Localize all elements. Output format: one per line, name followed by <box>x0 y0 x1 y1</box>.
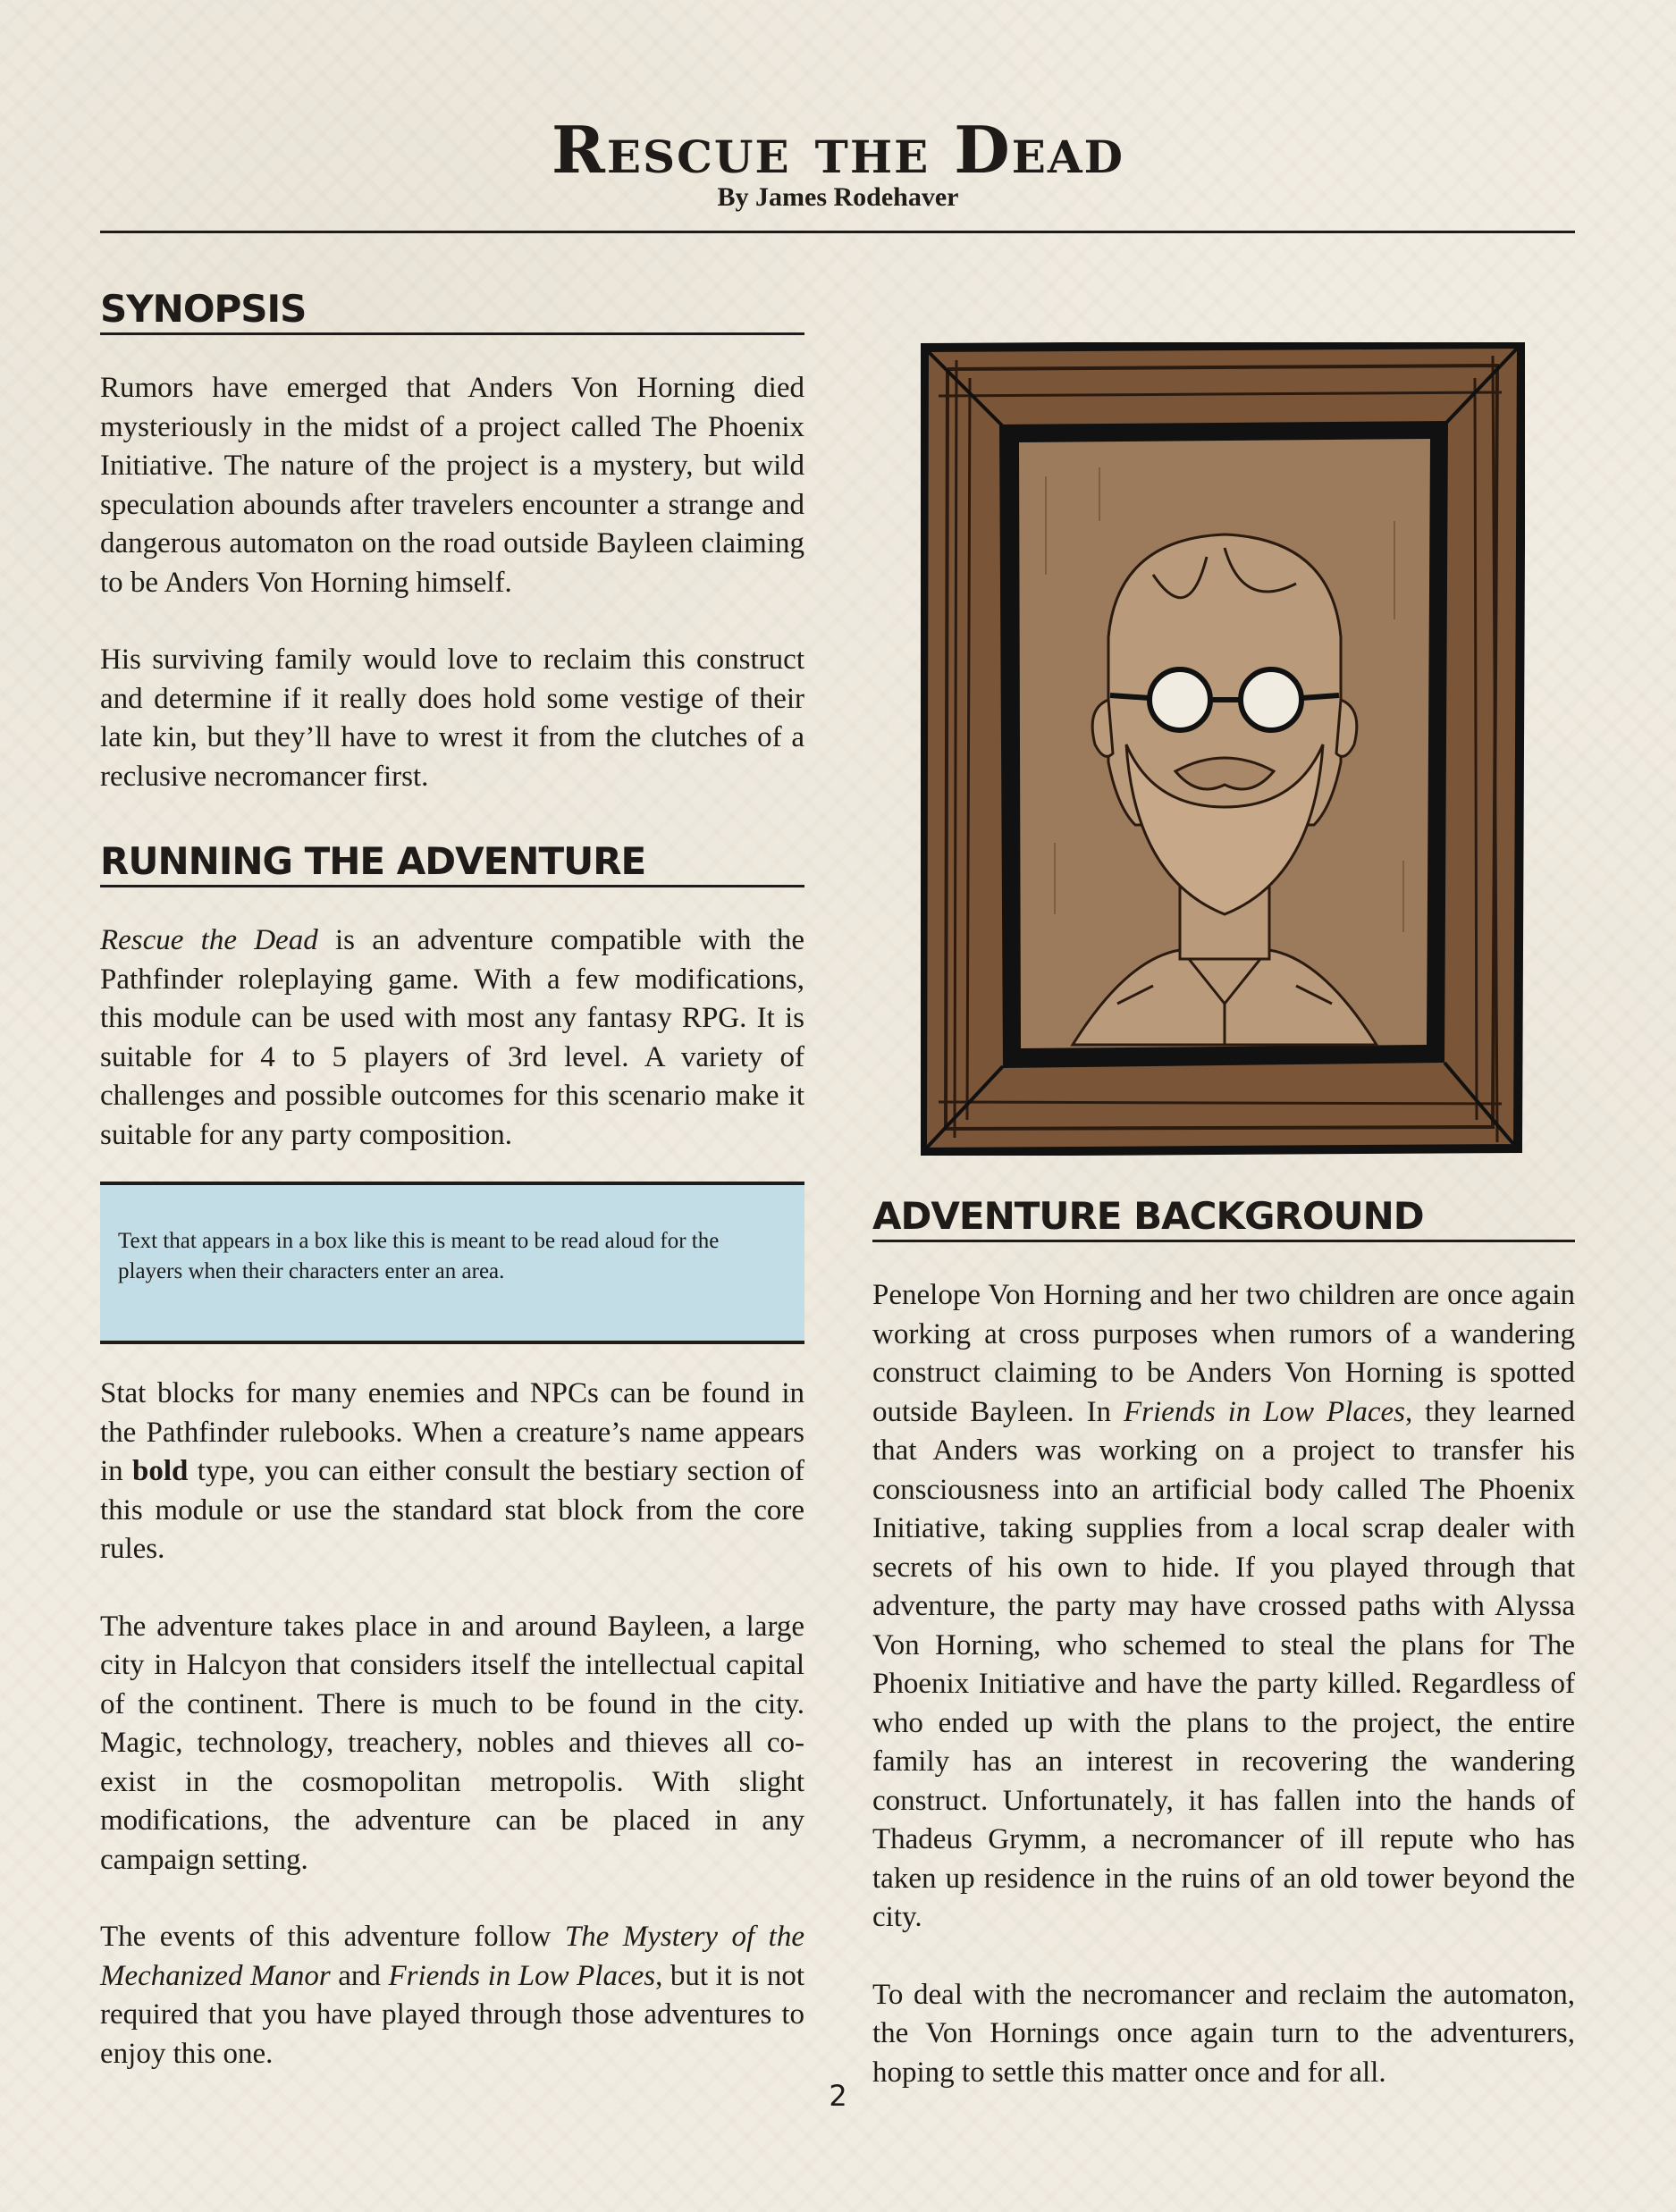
running-heading: RUNNING THE ADVENTURE <box>100 838 804 887</box>
read-aloud-box: Text that appears in a box like this is meant to be read aloud for the players when their characters enter an area. <box>100 1182 804 1344</box>
bold-word: bold <box>132 1455 189 1487</box>
author-byline: By James Rodehaver <box>717 182 959 212</box>
module-title-italic: Rescue the Dead <box>100 924 318 956</box>
page-number: 2 <box>829 2079 847 2113</box>
synopsis-paragraph-2: His surviving family would love to reclaim this construct and determine if it really does hold some vestige of their late kin, but they’ll have to wrest it from the clutches of a reclusive necromancer first. <box>100 643 804 793</box>
background-heading: ADVENTURE BACKGROUND <box>872 1193 1575 1242</box>
running-paragraph-2: Stat blocks for many enemies and NPCs can be found in the Pathfinder rulebooks. When a creature’s name appears in bold type, you can either consult the bestiary section of this module or use the standard stat block from the core rules. <box>100 1377 805 1565</box>
running-paragraph-3: The adventure takes place in and around Bayleen, a large city in Halcyon that considers itself the intellectual capital of the continent. There is much to be found in the city. Magic, technology, treachery, nobles and thieves all co-exist in the cosmopolitan metropolis. With slight modifications, the adventure can be placed in any campaign setting. <box>100 1610 804 1876</box>
background-paragraph-2: To deal with the necromancer and reclaim the automaton, the Von Hornings once again turn to the adventurers, hoping to settle this matter once and for all. <box>872 1978 1575 2089</box>
portrait-illustration <box>921 342 1525 1156</box>
right-column <box>872 1193 1575 2092</box>
running-paragraph-4: The events of this adventure follow The Mystery of the Mechanized Manor and Friends in Low Places, but it is not required that you have played through those adventures to enjoy this one. <box>100 1921 805 2070</box>
running-paragraph-1: Rescue the Dead is an adventure compatible with the Pathfinder roleplaying game. With a few modifications, this module can be used with most any fantasy RPG. It is suitable for 4 to 5 players of 3rd level. A variety of challenges and possible outcomes for this scenario make it suitable for any party composition. <box>100 924 804 1151</box>
page-title: Rescue the Dead <box>552 112 1124 188</box>
title-rule <box>100 231 1575 233</box>
synopsis-heading: SYNOPSIS <box>100 286 804 335</box>
synopsis-paragraph-1: Rumors have emerged that Anders Von Horning died mysteriously in the midst of a project called The Phoenix Initiative. The nature of the project is a mystery, but wild speculation abounds after travelers encounter a strange and dangerous automaton on the road outside Bayleen claiming to be Anders Von Horning himself. <box>100 372 804 599</box>
background-paragraph-1: Penelope Von Horning and her two children are once again working at cross purposes when rumors of a wandering construct claiming to be Anders Von Horning is spotted outside Bayleen. In Friends in Low Places, they learned that Anders was working on a project to transfer his consciousness into an artificial body called The Phoenix Initiative, taking supplies from a local scrap dealer with secrets of his own to hide. If you played through that adventure, the party may have crossed paths with Alyssa Von Horning, who schemed to steal the plans for The Phoenix Initiative and have the party killed. Regardless of who ended up with the plans to the project, the entire family has an interest in recovering the wandering construct. Unfortunately, it has fallen into the hands of Thadeus Grymm, a necromancer of ill repute who has taken up residence in the ruins of an old tower beyond the city. <box>872 1279 1576 1933</box>
left-column <box>100 286 804 2073</box>
